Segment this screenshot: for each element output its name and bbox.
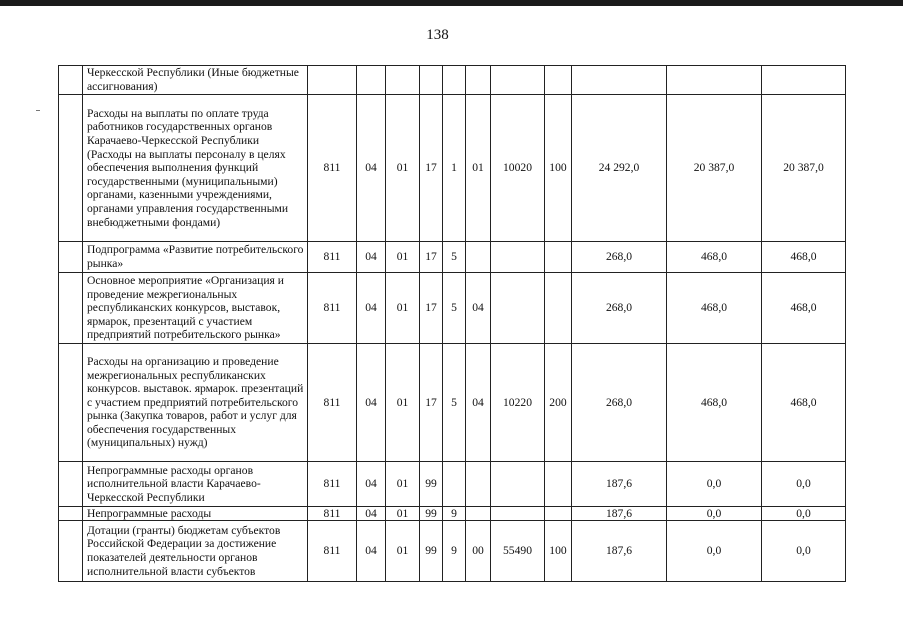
- amount-year-2: 468,0: [667, 242, 762, 273]
- row-name: Дотации (гранты) бюджетам субъектов Российской Федерации за достижение показателей деятельности органов исполнительной власти субъектов: [83, 521, 308, 582]
- amount-year-2: 0,0: [667, 462, 762, 507]
- empty-cell: [59, 95, 83, 242]
- table-row: [59, 344, 846, 462]
- table-row: [59, 242, 846, 273]
- code-subsection: 01: [386, 242, 420, 273]
- code-ministry: 811: [308, 273, 357, 344]
- code-subsection: 01: [386, 95, 420, 242]
- code-subprogram: 9: [443, 507, 466, 521]
- amount-year-1: 24 292,0: [572, 95, 667, 242]
- code-subprogram: 1: [443, 95, 466, 242]
- amount-year-2: 20 387,0: [667, 95, 762, 242]
- code-ministry: 811: [308, 344, 357, 462]
- code-expense-type: [545, 462, 572, 507]
- code-section: 04: [357, 344, 386, 462]
- code-subprogram: 5: [443, 344, 466, 462]
- code-direction: 10020: [491, 95, 545, 242]
- amount-year-1: 268,0: [572, 242, 667, 273]
- code-expense-type: [545, 66, 572, 95]
- code-expense-type: [545, 507, 572, 521]
- code-section: 04: [357, 95, 386, 242]
- amount-year-3: 468,0: [762, 344, 846, 462]
- code-subprogram: 5: [443, 273, 466, 344]
- code-event: [466, 242, 491, 273]
- row-name: Непрограммные расходы органов исполнительной власти Карачаево-Черкесской Республики: [83, 462, 308, 507]
- code-expense-type: [545, 273, 572, 344]
- amount-year-1: 187,6: [572, 462, 667, 507]
- code-subsection: 01: [386, 521, 420, 582]
- table-row: [59, 462, 846, 507]
- page-number: 138: [426, 27, 449, 43]
- code-program: 99: [420, 521, 443, 582]
- amount-year-3: 0,0: [762, 521, 846, 582]
- code-subprogram: 9: [443, 521, 466, 582]
- row-name: Расходы на организацию и проведение межрегиональных республиканских конкурсов. выставок. ярмарок. презентаций с участием предприятий потребительского рынка (Закупка товаров, работ и услуг для обеспечения государственных (муниципальных) нужд): [83, 344, 308, 462]
- row-name: Непрограммные расходы: [83, 507, 308, 521]
- amount-year-2: [667, 66, 762, 95]
- code-section: 04: [357, 521, 386, 582]
- empty-cell: [59, 507, 83, 521]
- amount-year-2: 468,0: [667, 344, 762, 462]
- code-direction: [491, 507, 545, 521]
- code-section: [357, 66, 386, 95]
- row-name: Расходы на выплаты по оплате труда работников государственных органов Карачаево-Черкесской Республики (Расходы на выплаты персоналу в целях обеспечения выполнения функций государственными (муниципальными) органами, казенными учреждениями, органами управления государственными внебюджетными фондами): [83, 95, 308, 242]
- top-border-line: [0, 0, 903, 6]
- code-direction: [491, 242, 545, 273]
- amount-year-2: 468,0: [667, 273, 762, 344]
- code-direction: 55490: [491, 521, 545, 582]
- amount-year-1: 268,0: [572, 344, 667, 462]
- table-row: [59, 95, 846, 242]
- code-direction: [491, 66, 545, 95]
- code-event: 00: [466, 521, 491, 582]
- code-expense-type: 100: [545, 95, 572, 242]
- code-ministry: 811: [308, 462, 357, 507]
- amount-year-3: 0,0: [762, 507, 846, 521]
- row-name: Основное мероприятие «Организация и проведение межрегиональных республиканских конкурсов, выставок, ярмарок, презентаций с участием предприятий потребительского рынка»: [83, 273, 308, 344]
- row-name: Черкесской Республики (Иные бюджетные ассигнования): [83, 66, 308, 95]
- code-direction: 10220: [491, 344, 545, 462]
- amount-year-1: 187,6: [572, 521, 667, 582]
- table-row: [59, 273, 846, 344]
- code-subprogram: [443, 66, 466, 95]
- code-subsection: 01: [386, 344, 420, 462]
- empty-cell: [59, 273, 83, 344]
- row-name: Подпрограмма «Развитие потребительского рынка»: [83, 242, 308, 273]
- code-subsection: [386, 66, 420, 95]
- code-event: [466, 507, 491, 521]
- amount-year-3: 468,0: [762, 242, 846, 273]
- code-ministry: 811: [308, 242, 357, 273]
- amount-year-3: 468,0: [762, 273, 846, 344]
- empty-cell: [59, 521, 83, 582]
- code-section: 04: [357, 507, 386, 521]
- budget-table: [58, 65, 846, 582]
- table-row: [59, 66, 846, 95]
- code-subprogram: [443, 462, 466, 507]
- code-ministry: [308, 66, 357, 95]
- amount-year-1: [572, 66, 667, 95]
- amount-year-2: 0,0: [667, 507, 762, 521]
- code-event: 04: [466, 344, 491, 462]
- code-event: 04: [466, 273, 491, 344]
- code-event: [466, 66, 491, 95]
- amount-year-1: 268,0: [572, 273, 667, 344]
- code-event: 01: [466, 95, 491, 242]
- code-subsection: 01: [386, 507, 420, 521]
- code-section: 04: [357, 462, 386, 507]
- empty-cell: [59, 344, 83, 462]
- code-expense-type: 200: [545, 344, 572, 462]
- code-ministry: 811: [308, 521, 357, 582]
- code-expense-type: [545, 242, 572, 273]
- code-program: 17: [420, 95, 443, 242]
- empty-cell: [59, 242, 83, 273]
- code-section: 04: [357, 273, 386, 344]
- code-program: 17: [420, 273, 443, 344]
- code-event: [466, 462, 491, 507]
- amount-year-3: 20 387,0: [762, 95, 846, 242]
- amount-year-1: 187,6: [572, 507, 667, 521]
- code-program: [420, 66, 443, 95]
- code-program: 17: [420, 242, 443, 273]
- table-row: [59, 521, 846, 582]
- code-subsection: 01: [386, 273, 420, 344]
- amount-year-3: 0,0: [762, 462, 846, 507]
- code-program: 17: [420, 344, 443, 462]
- code-section: 04: [357, 242, 386, 273]
- code-subprogram: 5: [443, 242, 466, 273]
- amount-year-2: 0,0: [667, 521, 762, 582]
- code-subsection: 01: [386, 462, 420, 507]
- code-direction: [491, 462, 545, 507]
- code-ministry: 811: [308, 507, 357, 521]
- code-direction: [491, 273, 545, 344]
- code-program: 99: [420, 507, 443, 521]
- code-program: 99: [420, 462, 443, 507]
- empty-cell: [59, 66, 83, 95]
- code-ministry: 811: [308, 95, 357, 242]
- empty-cell: [59, 462, 83, 507]
- table-row: [59, 507, 846, 521]
- amount-year-3: [762, 66, 846, 95]
- code-expense-type: 100: [545, 521, 572, 582]
- margin-mark: [36, 110, 40, 111]
